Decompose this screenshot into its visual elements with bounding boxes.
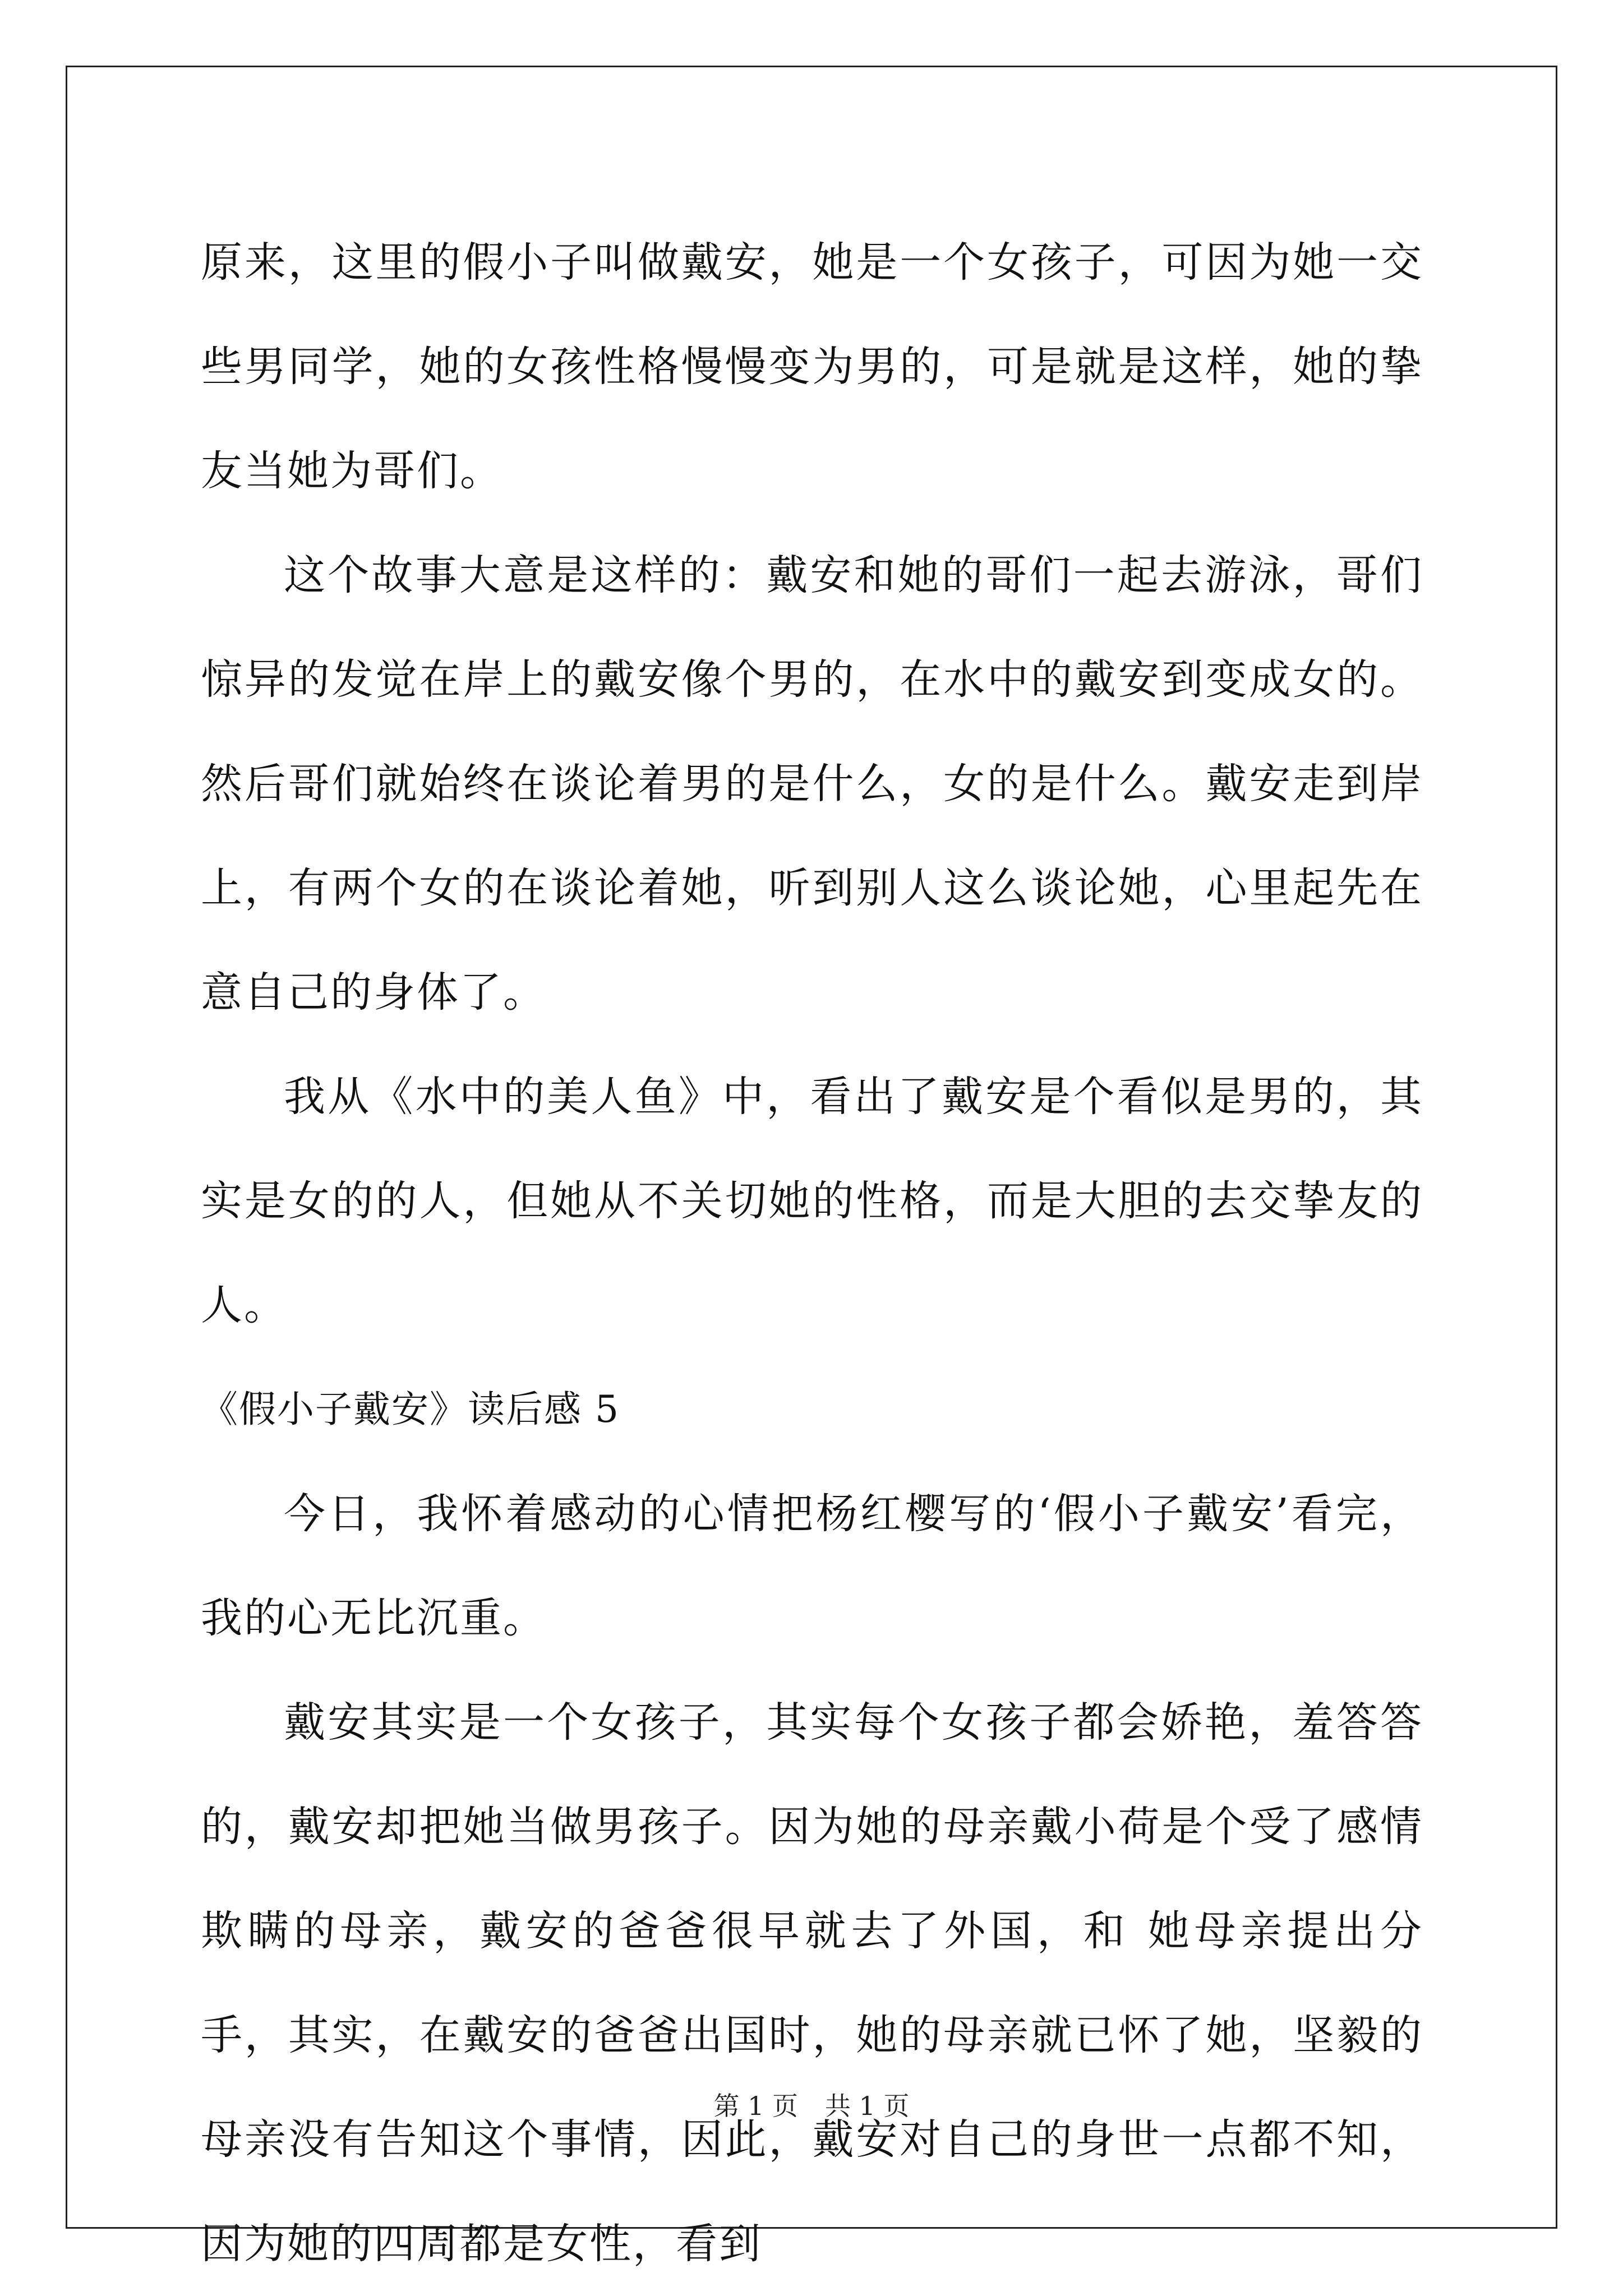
paragraph: 这个故事大意是这样的：戴安和她的哥们一起去游泳，哥们惊异的发觉在岸上的戴安像个男的，在水中的戴安到变成女的。然后哥们就始终在谈论着男的是什么，女的是什么。戴安走到岸上，有两个女的在谈论着她，听到别人这么谈论她，心里起先在意自己的身体了。 <box>201 551 1423 1017</box>
section-heading: 《假小子戴安》读后感 5 <box>201 1388 620 1431</box>
paragraph: 我从《水中的美人鱼》中，看出了戴安是个看似是男的，其实是女的的人，但她从不关切她的性格，而是大胆的去交挚友的人。 <box>201 1073 1423 1329</box>
page-total: 共 1 页 <box>825 2091 910 2121</box>
paragraph: 原来，这里的假小子叫做戴安，她是一个女孩子，可因为她一交些男同学，她的女孩性格慢慢变为男的，可是就是这样，她的挚友当她为哥们。 <box>201 238 1423 495</box>
page-number: 第 1 页 <box>713 2091 798 2121</box>
document-body <box>201 210 1423 2296</box>
paragraph: 今日，我怀着感动的心情把杨红樱写的‘假小子戴安’看完，我的心无比沉重。 <box>201 1490 1423 1642</box>
paragraph: 戴安其实是一个女孩子，其实每个女孩子都会娇艳，羞答答的，戴安却把她当做男孩子。因为她的母亲戴小荷是个受了感情欺瞒的母亲，戴安的爸爸很早就去了外国，和 她母亲提出分手，其实，在戴安的爸爸出国时，她的母亲就已怀了她，坚毅的母亲没有告知这个事情，因此，戴安对自己的身世一点都不知，因为她的四周都是女性，看到 <box>201 1698 1423 2268</box>
page-footer <box>0 2089 1623 2123</box>
